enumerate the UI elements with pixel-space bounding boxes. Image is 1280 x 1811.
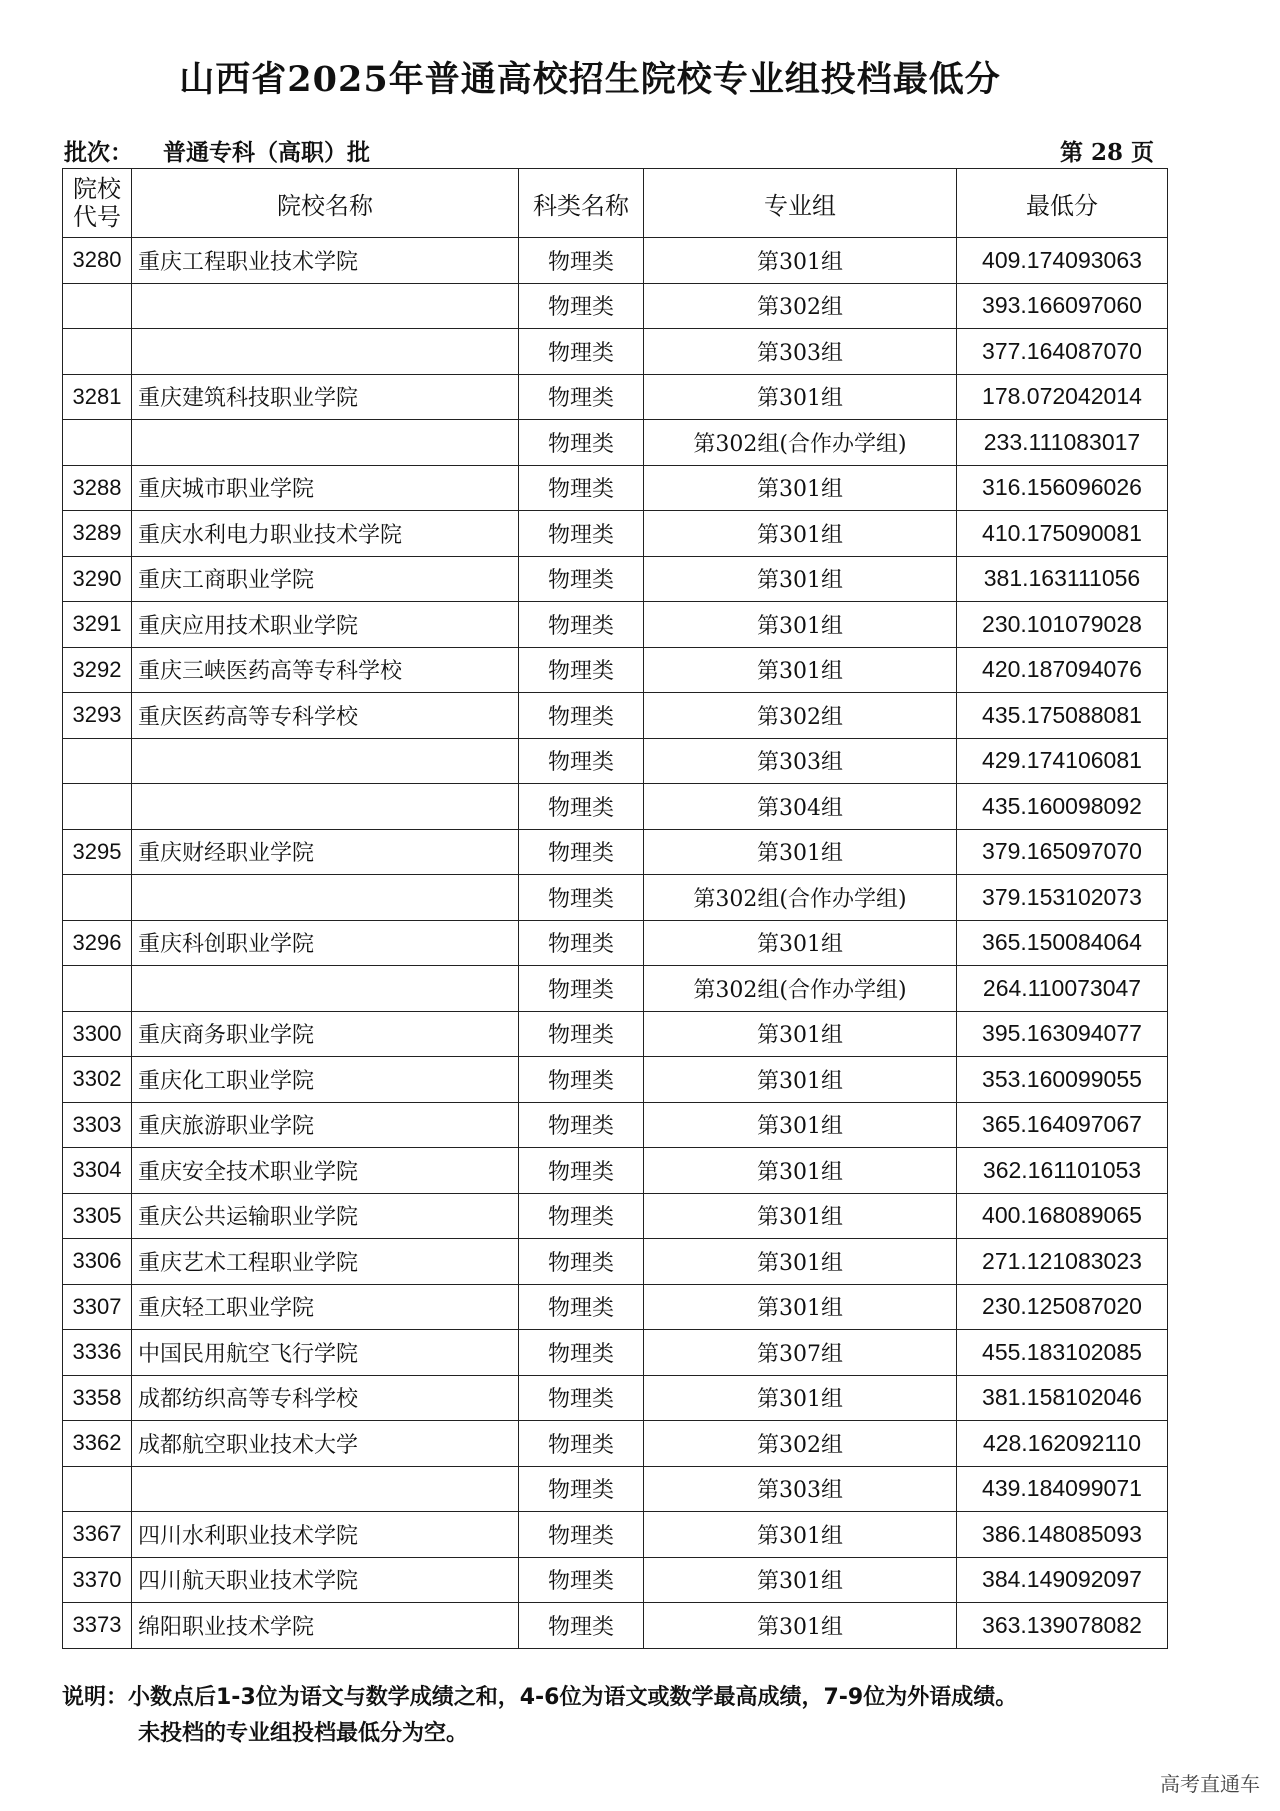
- row-category: 物理类: [519, 420, 644, 466]
- row-code: 3336: [63, 1330, 132, 1376]
- row-code: 3292: [63, 647, 132, 693]
- table-row: [63, 1057, 1168, 1103]
- row-score: 377.164087070: [957, 329, 1168, 375]
- batch-label: 批次：: [64, 139, 133, 166]
- row-group: 第303组: [644, 329, 957, 375]
- row-score: 363.139078082: [957, 1603, 1168, 1649]
- row-score: 400.168089065: [957, 1193, 1168, 1239]
- row-score: 178.072042014: [957, 374, 1168, 420]
- row-code: 3305: [63, 1193, 132, 1239]
- row-name: [132, 738, 519, 784]
- row-category: 物理类: [519, 693, 644, 739]
- row-score: 384.149092097: [957, 1557, 1168, 1603]
- row-group: 第303组: [644, 1466, 957, 1512]
- row-group: 第301组: [644, 1557, 957, 1603]
- row-category: 物理类: [519, 1330, 644, 1376]
- row-group: 第301组: [644, 647, 957, 693]
- row-code: 3370: [63, 1557, 132, 1603]
- row-group: 第302组(合作办学组): [644, 420, 957, 466]
- batch-info: [64, 134, 370, 167]
- row-score: 410.175090081: [957, 511, 1168, 557]
- row-score: 455.183102085: [957, 1330, 1168, 1376]
- row-name: 重庆艺术工程职业学院: [132, 1239, 519, 1285]
- row-name: 四川航天职业技术学院: [132, 1557, 519, 1603]
- table-header-row: [63, 169, 1168, 238]
- batch-value: 普通专科（高职）批: [163, 139, 370, 166]
- row-category: 物理类: [519, 647, 644, 693]
- table-row: [63, 283, 1168, 329]
- table-row: [63, 920, 1168, 966]
- row-category: 物理类: [519, 784, 644, 830]
- row-name: 重庆工程职业技术学院: [132, 238, 519, 284]
- row-group: 第301组: [644, 1102, 957, 1148]
- row-group: 第304组: [644, 784, 957, 830]
- row-category: 物理类: [519, 374, 644, 420]
- header-group: 专业组: [644, 169, 957, 238]
- row-code: 3358: [63, 1375, 132, 1421]
- row-group: 第301组: [644, 1057, 957, 1103]
- row-group: 第303组: [644, 738, 957, 784]
- row-group: 第301组: [644, 1239, 957, 1285]
- table-row: [63, 829, 1168, 875]
- table-row: [63, 738, 1168, 784]
- row-score: 381.158102046: [957, 1375, 1168, 1421]
- row-score: 428.162092110: [957, 1421, 1168, 1467]
- table-row: [63, 1603, 1168, 1649]
- row-score: 365.150084064: [957, 920, 1168, 966]
- row-category: 物理类: [519, 1148, 644, 1194]
- table-row: [63, 556, 1168, 602]
- table-row: [63, 1011, 1168, 1057]
- row-category: 物理类: [519, 1466, 644, 1512]
- row-code: [63, 875, 132, 921]
- table-row: [63, 465, 1168, 511]
- row-code: 3367: [63, 1512, 132, 1558]
- header-name: 院校名称: [132, 169, 519, 238]
- row-score: 435.160098092: [957, 784, 1168, 830]
- row-score: 271.121083023: [957, 1239, 1168, 1285]
- row-code: 3373: [63, 1603, 132, 1649]
- row-group: 第301组: [644, 1193, 957, 1239]
- row-code: 3295: [63, 829, 132, 875]
- row-group: 第301组: [644, 374, 957, 420]
- row-name: 重庆应用技术职业学院: [132, 602, 519, 648]
- row-name: [132, 329, 519, 375]
- table-row: [63, 602, 1168, 648]
- row-category: 物理类: [519, 238, 644, 284]
- table-row: [63, 1102, 1168, 1148]
- row-name: 重庆建筑科技职业学院: [132, 374, 519, 420]
- row-category: 物理类: [519, 283, 644, 329]
- row-score: 353.160099055: [957, 1057, 1168, 1103]
- row-category: 物理类: [519, 1193, 644, 1239]
- row-code: 3280: [63, 238, 132, 284]
- table-row: [63, 966, 1168, 1012]
- row-code: 3307: [63, 1284, 132, 1330]
- row-group: 第301组: [644, 1512, 957, 1558]
- row-name: 重庆工商职业学院: [132, 556, 519, 602]
- table-row: [63, 1512, 1168, 1558]
- row-name: [132, 784, 519, 830]
- row-category: 物理类: [519, 1375, 644, 1421]
- row-name: 重庆轻工职业学院: [132, 1284, 519, 1330]
- table-row: [63, 693, 1168, 739]
- row-group: 第301组: [644, 829, 957, 875]
- row-code: [63, 784, 132, 830]
- row-group: 第301组: [644, 602, 957, 648]
- table-row: [63, 875, 1168, 921]
- note-line-2: 未投档的专业组投档最低分为空。: [138, 1721, 469, 1746]
- row-category: 物理类: [519, 920, 644, 966]
- row-score: 429.174106081: [957, 738, 1168, 784]
- row-score: 386.148085093: [957, 1512, 1168, 1558]
- row-name: 重庆城市职业学院: [132, 465, 519, 511]
- row-code: [63, 420, 132, 466]
- row-score: 395.163094077: [957, 1011, 1168, 1057]
- watermark: 高考直通车: [1160, 1772, 1260, 1796]
- table-row: [63, 329, 1168, 375]
- row-group: 第301组: [644, 920, 957, 966]
- row-code: [63, 329, 132, 375]
- header-code-label: 院校 代号: [73, 175, 121, 231]
- row-name: 成都航空职业技术大学: [132, 1421, 519, 1467]
- row-code: 3303: [63, 1102, 132, 1148]
- score-table: [62, 168, 1168, 1649]
- table-row: [63, 1330, 1168, 1376]
- row-code: 3281: [63, 374, 132, 420]
- row-score: 435.175088081: [957, 693, 1168, 739]
- row-code: [63, 738, 132, 784]
- row-name: 重庆财经职业学院: [132, 829, 519, 875]
- row-name: [132, 966, 519, 1012]
- row-group: 第301组: [644, 556, 957, 602]
- row-category: 物理类: [519, 966, 644, 1012]
- table-row: [63, 784, 1168, 830]
- row-code: 3288: [63, 465, 132, 511]
- row-name: [132, 420, 519, 466]
- row-score: 230.125087020: [957, 1284, 1168, 1330]
- row-score: 264.110073047: [957, 966, 1168, 1012]
- row-category: 物理类: [519, 1011, 644, 1057]
- header-code: [63, 169, 132, 238]
- table-row: [63, 1375, 1168, 1421]
- row-name: [132, 875, 519, 921]
- row-code: 3302: [63, 1057, 132, 1103]
- row-category: 物理类: [519, 1557, 644, 1603]
- row-name: 成都纺织高等专科学校: [132, 1375, 519, 1421]
- table-row: [63, 374, 1168, 420]
- row-score: 230.101079028: [957, 602, 1168, 648]
- row-name: 重庆医药高等专科学校: [132, 693, 519, 739]
- row-code: 3289: [63, 511, 132, 557]
- row-code: [63, 283, 132, 329]
- row-category: 物理类: [519, 1421, 644, 1467]
- table-row: [63, 647, 1168, 693]
- table-row: [63, 420, 1168, 466]
- row-category: 物理类: [519, 556, 644, 602]
- row-score: 362.161101053: [957, 1148, 1168, 1194]
- row-category: 物理类: [519, 1102, 644, 1148]
- row-name: 重庆水利电力职业技术学院: [132, 511, 519, 557]
- page-title: 山西省2025年普通高校招生院校专业组投档最低分: [179, 59, 1001, 100]
- table-body: [63, 238, 1168, 1649]
- row-code: 3291: [63, 602, 132, 648]
- row-group: 第301组: [644, 1603, 957, 1649]
- row-score: 379.153102073: [957, 875, 1168, 921]
- table-row: [63, 238, 1168, 284]
- note-line-1: 说明：小数点后1-3位为语文与数学成绩之和，4-6位为语文或数学最高成绩，7-9位为外语成绩。: [62, 1685, 1018, 1710]
- row-name: [132, 283, 519, 329]
- row-category: 物理类: [519, 1284, 644, 1330]
- row-category: 物理类: [519, 875, 644, 921]
- row-category: 物理类: [519, 738, 644, 784]
- row-group: 第301组: [644, 511, 957, 557]
- row-category: 物理类: [519, 1512, 644, 1558]
- row-category: 物理类: [519, 1239, 644, 1285]
- table-row: [63, 1284, 1168, 1330]
- row-code: 3290: [63, 556, 132, 602]
- row-score: 381.163111056: [957, 556, 1168, 602]
- row-group: 第302组(合作办学组): [644, 875, 957, 921]
- row-category: 物理类: [519, 329, 644, 375]
- row-score: 233.111083017: [957, 420, 1168, 466]
- row-group: 第302组(合作办学组): [644, 966, 957, 1012]
- row-code: 3293: [63, 693, 132, 739]
- row-group: 第302组: [644, 283, 957, 329]
- row-group: 第302组: [644, 1421, 957, 1467]
- row-code: 3362: [63, 1421, 132, 1467]
- row-score: 365.164097067: [957, 1102, 1168, 1148]
- row-code: 3306: [63, 1239, 132, 1285]
- row-category: 物理类: [519, 511, 644, 557]
- row-group: 第301组: [644, 1375, 957, 1421]
- row-name: [132, 1466, 519, 1512]
- table-row: [63, 1148, 1168, 1194]
- row-name: 重庆公共运输职业学院: [132, 1193, 519, 1239]
- row-name: 重庆旅游职业学院: [132, 1102, 519, 1148]
- row-category: 物理类: [519, 1603, 644, 1649]
- row-score: 379.165097070: [957, 829, 1168, 875]
- row-group: 第307组: [644, 1330, 957, 1376]
- row-group: 第301组: [644, 1284, 957, 1330]
- table-row: [63, 511, 1168, 557]
- explanation-note: [62, 1680, 1017, 1752]
- row-code: 3300: [63, 1011, 132, 1057]
- header-score: 最低分: [957, 169, 1168, 238]
- row-code: [63, 966, 132, 1012]
- row-name: 重庆化工职业学院: [132, 1057, 519, 1103]
- row-name: 重庆三峡医药高等专科学校: [132, 647, 519, 693]
- row-name: 重庆商务职业学院: [132, 1011, 519, 1057]
- row-group: 第302组: [644, 693, 957, 739]
- row-name: 重庆科创职业学院: [132, 920, 519, 966]
- table-row: [63, 1557, 1168, 1603]
- table-row: [63, 1421, 1168, 1467]
- row-code: 3296: [63, 920, 132, 966]
- row-category: 物理类: [519, 829, 644, 875]
- row-score: 393.166097060: [957, 283, 1168, 329]
- row-group: 第301组: [644, 1148, 957, 1194]
- row-score: 316.156096026: [957, 465, 1168, 511]
- row-score: 439.184099071: [957, 1466, 1168, 1512]
- page-number: 第 28 页: [1059, 139, 1154, 166]
- row-category: 物理类: [519, 1057, 644, 1103]
- table-row: [63, 1466, 1168, 1512]
- row-group: 第301组: [644, 465, 957, 511]
- row-name: 重庆安全技术职业学院: [132, 1148, 519, 1194]
- row-category: 物理类: [519, 602, 644, 648]
- row-code: 3304: [63, 1148, 132, 1194]
- row-name: 中国民用航空飞行学院: [132, 1330, 519, 1376]
- table-row: [63, 1193, 1168, 1239]
- table-row: [63, 1239, 1168, 1285]
- row-group: 第301组: [644, 238, 957, 284]
- row-name: 四川水利职业技术学院: [132, 1512, 519, 1558]
- header-category: 科类名称: [519, 169, 644, 238]
- row-name: 绵阳职业技术学院: [132, 1603, 519, 1649]
- row-score: 409.174093063: [957, 238, 1168, 284]
- row-group: 第301组: [644, 1011, 957, 1057]
- row-category: 物理类: [519, 465, 644, 511]
- row-code: [63, 1466, 132, 1512]
- row-score: 420.187094076: [957, 647, 1168, 693]
